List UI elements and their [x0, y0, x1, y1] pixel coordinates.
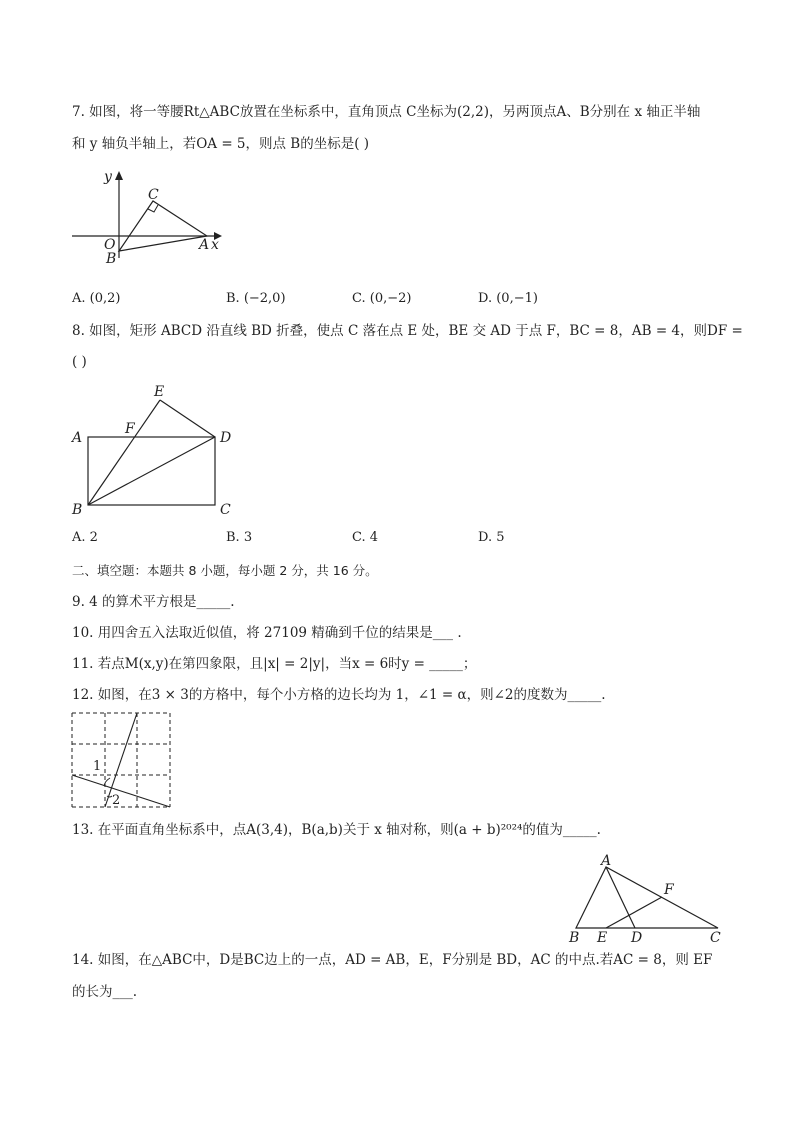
q8-label-F: F — [125, 421, 135, 437]
q14-label-A: A — [601, 853, 612, 869]
q8-text-line1: 8. 如图，矩形 ABCD 沿直线 BD 折叠，使点 C 落在点 E 处，BE 交 AD 于点 F，BC = 8，AB = 4，则DF = — [72, 323, 743, 339]
q11-text: 11. 若点M(x,y)在第四象限，且|x| = 2|y|，当x = 6时y = _____； — [72, 656, 477, 672]
q7-label-y: y — [104, 169, 112, 185]
q8-label-E: E — [154, 384, 165, 400]
q7-text-line2: 和 y 轴负半轴上，若OA = 5，则点 B的坐标是( ) — [72, 136, 370, 152]
q7-label-B: B — [106, 251, 117, 267]
q10-text: 10. 用四舍五入法取近似值，将 27109 精确到千位的结果是___ . — [72, 625, 462, 641]
q14-text-line1: 14. 如图，在△ABC中，D是BC边上的一点，AD = AB，E，F分别是 BD，AC 的中点.若AC = 8，则 EF — [72, 952, 713, 968]
q8-text-line2: ( ) — [72, 354, 87, 370]
q8-label-D: D — [220, 430, 232, 446]
q12-label-1: 1 — [93, 759, 102, 774]
section-heading: 二、填空题：本题共 8 小题，每小题 2 分，共 16 分。 — [72, 563, 378, 578]
q7-text-line1: 7. 如图，将一等腰Rt△ABC放置在坐标系中，直角顶点 C坐标为(2,2)，另两顶点A、B分别在 x 轴正半轴 — [72, 104, 701, 120]
q14-segment-ef — [606, 897, 662, 928]
q7-label-x: x — [211, 237, 219, 253]
q14-label-C: C — [710, 930, 721, 946]
q7-option-b[interactable]: B. (−2,0) — [226, 291, 286, 306]
q14-label-B: B — [569, 930, 580, 946]
q9-text: 9. 4 的算术平方根是_____. — [72, 594, 235, 610]
q14-label-F: F — [664, 882, 674, 898]
q7-option-a[interactable]: A. (0,2) — [72, 291, 121, 306]
q14-triangle — [576, 867, 718, 928]
q14-text-line2: 的长为___. — [72, 984, 138, 1000]
q8-option-c[interactable]: C. 4 — [352, 530, 379, 545]
q8-label-A: A — [72, 430, 83, 446]
q14-label-D: D — [631, 930, 643, 946]
q12-text: 12. 如图，在3 × 3的方格中，每个小方格的边长均为 1，∠1 = α，则∠2的度数为_____. — [72, 687, 606, 703]
q14-segment-ad — [606, 867, 635, 928]
q14-label-E: E — [597, 930, 608, 946]
q7-label-A: A — [199, 237, 210, 253]
q7-option-d[interactable]: D. (0,−1) — [478, 291, 538, 306]
q12-label-2: 2 — [112, 793, 121, 808]
q7-option-c[interactable]: C. (0,−2) — [352, 291, 412, 306]
q8-label-B: B — [72, 502, 83, 518]
q8-option-a[interactable]: A. 2 — [72, 530, 98, 545]
q7-label-O: O — [104, 237, 116, 253]
q8-label-C: C — [220, 502, 231, 518]
q7-label-C: C — [148, 187, 159, 203]
q8-option-b[interactable]: B. 3 — [226, 530, 253, 545]
q8-option-d[interactable]: D. 5 — [478, 530, 505, 545]
q13-text: 13. 在平面直角坐标系中，点A(3,4)，B(a,b)关于 x 轴对称，则(a + b)²⁰²⁴的值为_____. — [72, 822, 601, 838]
